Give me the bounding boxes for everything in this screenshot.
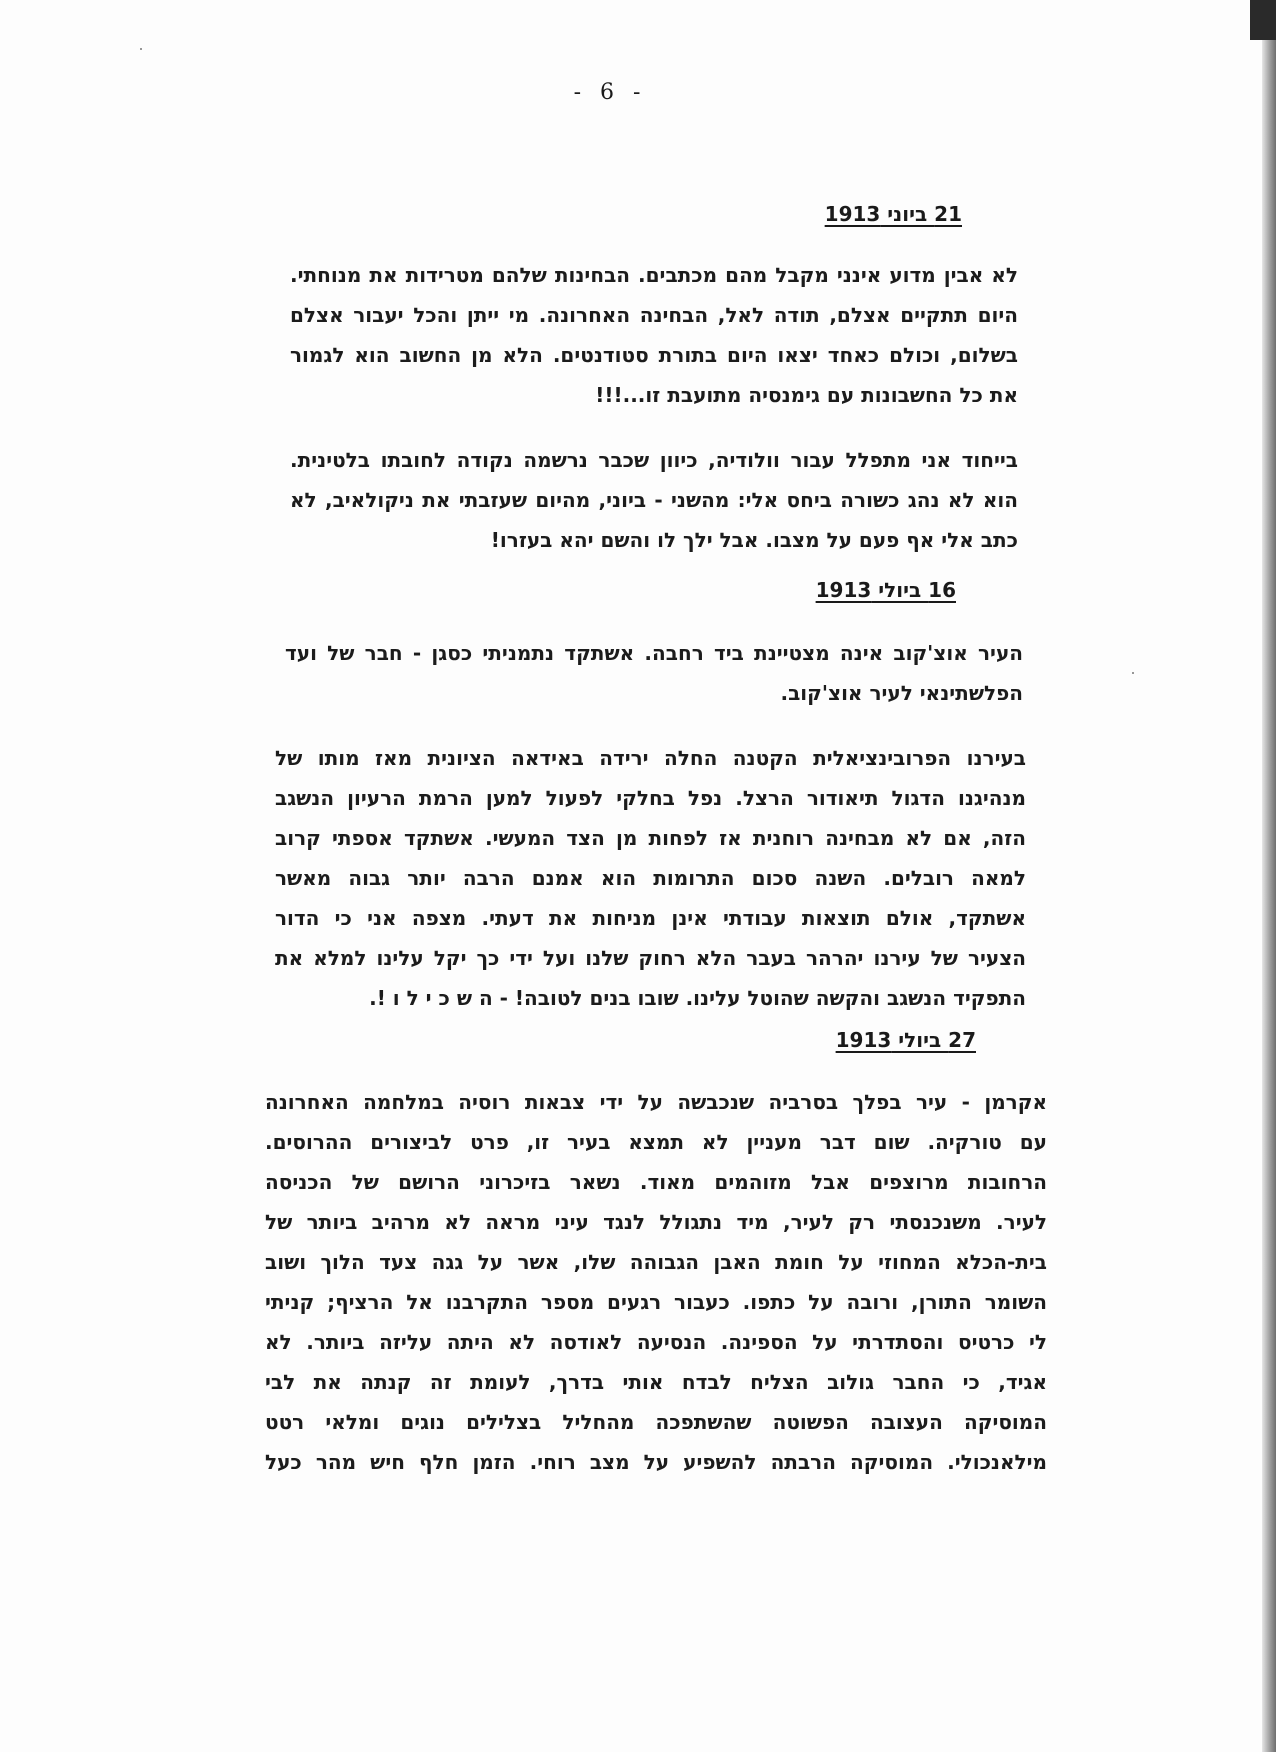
text-line: בשלום, וכולם כאחד יצאו היום בתורת סטודנטים. הלא מן החשוב הוא לגמור [290,343,1018,367]
text-line: לי כרטיס והסתדרתי על הספינה. הנסיעה לאודסה לא היתה עליזה ביותר. לא [265,1330,1047,1354]
text-line: אגיד, כי החבר גולוב הצליח לבדח אותי בדרך, לעומת זה קנתה את לבי [265,1370,1047,1394]
text-line: בייחוד אני מתפלל עבור וולודיה, כיוון שכבר נרשמה נקודה לחובתו בלטינית. [290,448,1018,472]
page-number: - 6 - [573,80,647,105]
text-line: עם טורקיה. שום דבר מעניין לא תמצא בעיר זו, פרט לביצורים ההרוסים. [265,1130,1047,1154]
scanner-edge-shadow [1262,0,1276,1752]
text-line: בית-הכלא המחוזי על חומת האבן הגבוהה שלו, אשר על גגה צעד הלוך ושוב [265,1250,1047,1274]
text-line: הצעיר של עירנו יהרהר בעבר הלא רחוק שלנו ועל ידי כך יקל עלינו למלא את [275,946,1026,970]
text-line: אקרמן - עיר בפלך בסרביה שנכבשה על ידי צבאות רוסיה במלחמה האחרונה [265,1090,1047,1114]
text-line: למאה רובלים. השנה סכום התרומות הוא אמנם הרבה יותר גבוה מאשר [275,866,1026,890]
entry-paragraph [275,738,1026,1018]
scan-speck [140,48,142,50]
text-line: העיר אוצ'קוב אינה מצטיינת ביד רחבה. אשתקד נתמניתי כסגן - חבר של ועד [285,641,1023,665]
text-line: הפלשתינאי לעיר אוצ'קוב. [780,681,1023,705]
text-line: בעירנו הפרובינציאלית הקטנה החלה ירידה באידאה הציונית מאז מותו של [275,746,1026,770]
scan-speck [1132,672,1134,674]
scanner-corner-shadow [1250,0,1276,40]
text-line: הרחובות מרוצפים אבל מזוהמים מאוד. נשאר בזיכרוני הרושם של הכניסה [265,1170,1047,1194]
text-line: מילאנכולי. המוסיקה הרבתה להשפיע על מצב רוחי. הזמן חלף חיש מהר כעל [265,1450,1047,1474]
entry-date-heading: 16 ביולי 1913 [815,578,956,602]
text-line: התפקיד הנשגב והקשה שהוטל עלינו. שובו בנים לטובה! - ה ש כ י ל ו !. [369,986,1026,1010]
text-line: היום תתקיים אצלם, תודה לאל, הבחינה האחרונה. מי ייתן והכל יעבור אצלם [290,303,1018,327]
text-line: את כל החשבונות עם גימנסיה מתועבת זו...!!! [595,383,1018,407]
entry-date-heading: 21 ביוני 1913 [824,202,962,226]
text-line: כתב אלי אף פעם על מצבו. אבל ילך לו והשם יהא בעזרו! [490,528,1018,552]
text-line: לא אבין מדוע אינני מקבל מהם מכתבים. הבחינות שלהם מטרידות את מנוחתי. [290,263,1018,287]
text-line: הזה, אם לא מבחינה רוחנית אז לפחות מן הצד המעשי. אשתקד אספתי קרוב [275,826,1026,850]
entry-paragraph [285,633,1023,713]
text-line: השומר התורן, ורובה על כתפו. כעבור רגעים מספר התקרבנו אל הרציף; קניתי [265,1290,1047,1314]
text-line: אשתקד, אולם תוצאות עבודתי אינן מניחות את דעתי. מצפה אני כי הדור [275,906,1026,930]
text-line: מנהיגנו הדגול תיאודור הרצל. נפל בחלקי לפעול למען הרמת הרעיון הנשגב [275,786,1026,810]
entry-paragraph [290,255,1018,415]
text-line: המוסיקה העצובה הפשוטה שהשתפכה מהחליל בצלילים נוגים ומלאי רטט [265,1410,1047,1434]
entry-paragraph [290,440,1018,560]
text-line: הוא לא נהג כשורה ביחס אלי: מהשני - ביוני, מהיום שעזבתי את ניקולאיב, לא [290,488,1018,512]
entry-paragraph [265,1082,1047,1482]
text-line: לעיר. משנכנסתי רק לעיר, מיד נתגולל לנגד עיני מראה לא מרהיב ביותר של [265,1210,1047,1234]
entry-date-heading: 27 ביולי 1913 [835,1028,976,1052]
